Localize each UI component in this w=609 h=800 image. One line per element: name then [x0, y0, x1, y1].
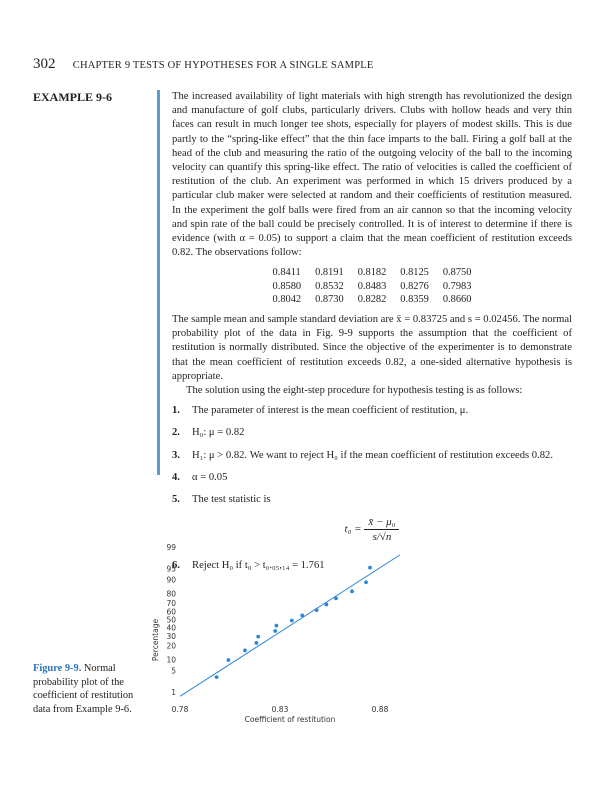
observation-row [266, 280, 479, 294]
normal-probability-plot [150, 530, 420, 725]
y-tick-label: 10 [166, 655, 176, 665]
example-label: EXAMPLE 9-6 [33, 90, 112, 104]
observation-cell: 0.8532 [315, 280, 344, 292]
figure-caption [33, 662, 148, 716]
data-point [334, 596, 338, 600]
observation-cell: 0.8042 [272, 294, 302, 306]
y-tick-label: 50 [166, 615, 176, 625]
data-point [215, 675, 219, 679]
step-2: 2. H₀: μ = 0.82 [172, 427, 245, 439]
observation-cell: 0.8282 [357, 294, 387, 306]
observation-cell: 0.8580 [272, 280, 302, 292]
paragraph-summary: The sample mean and sample standard deviation are x̄ = 0.83725 and s = 0.02456. The normal probability plot of the data in Fig. 9-9 supports the assumption that the coefficient of restitution is normally distributed. Since the objective of the experimenter is to demonstrate that the mean coefficient of restitution exceeds 0.82, a one-sided alternative hypothesis is appropriate. [172, 313, 572, 382]
x-tick-label: 0.88 [371, 705, 389, 714]
y-axis-label: Percentage [151, 618, 160, 662]
data-point [315, 608, 319, 612]
observation-cell: 0.8276 [400, 280, 429, 292]
observation-cell: 0.8730 [315, 294, 344, 306]
data-point [368, 566, 372, 570]
y-tick-label: 40 [166, 623, 176, 633]
formula-denominator: s/√n [372, 531, 392, 544]
x-tick-label: 0.83 [271, 705, 289, 714]
example-body [172, 90, 572, 581]
step-4: 4. α = 0.05 [172, 471, 228, 483]
page-header [33, 56, 374, 73]
data-point [273, 629, 277, 633]
observation-cell: 0.8182 [357, 267, 387, 279]
observation-cell: 0.8191 [315, 267, 344, 279]
observations-table [266, 266, 479, 307]
paragraph-procedure: The solution using the eight-step procedure for hypothesis testing is as follows: [186, 384, 523, 396]
y-tick-label: 80 [166, 589, 176, 599]
observation-cell: 0.7983 [442, 280, 472, 292]
step-5: 5. The test statistic is [172, 493, 271, 505]
step-3: 3. H₁: μ > 0.82. We want to reject H₀ if the mean coefficient of restitution exceeds 0.82. [172, 449, 553, 461]
y-tick-label: 5 [171, 666, 176, 676]
page-number: 302 [33, 56, 56, 72]
data-point [243, 648, 247, 652]
data-point [325, 603, 329, 607]
observation-row [266, 293, 479, 307]
observation-row [266, 266, 479, 280]
y-tick-label: 99 [166, 543, 176, 553]
chapter-title: CHAPTER 9 TESTS OF HYPOTHESES FOR A SINGLE SAMPLE [72, 60, 374, 71]
y-tick-label: 95 [166, 564, 176, 574]
observation-cell: 0.8125 [400, 267, 429, 279]
y-tick-label: 70 [166, 599, 176, 609]
data-point [275, 624, 279, 628]
data-point [350, 589, 354, 593]
paragraph-intro: The increased availability of light materials with high strength has revolutionized the design and manufacture of golf clubs, particularly drivers. Clubs with hollow heads and very thin faces can result in much longer tee shots, especially for players of modest skills. This is due partly to the “spring-like effect” that the thin face imparts to the ball. Firing a golf ball at the head of the club and measuring the ratio of the outgoing velocity of the ball to the incoming velocity can quantify this spring-like effect. The ratio of velocities is called the coefficient of restitution of the club. An experiment was performed in which 15 drivers produced by a particular club maker were selected at random and their coefficients of restitution measured. In the experiment the golf balls were fired from an air cannon so that the incoming velocity and spin rate of the ball could be precisely controlled. It is of interest to determine if there is evidence (with α = 0.05) to support a claim that the mean coefficient of restitution exceeds 0.82. The observations follow: [172, 91, 572, 259]
y-tick-label: 90 [166, 575, 176, 585]
figure-label: Figure 9-9. [33, 663, 82, 674]
x-axis-label: Coefficient of restitution [244, 715, 336, 724]
figure-caption-text: Normal probability plot of the coefficient of restitution data from Example 9-6. [33, 663, 134, 715]
observation-cell: 0.8483 [357, 280, 387, 292]
observation-cell: 0.8411 [272, 267, 301, 279]
data-point [300, 613, 304, 617]
data-point [256, 635, 260, 639]
y-tick-label: 60 [166, 607, 176, 617]
test-statistic-formula: t₀ = $\frac{\text{x̄ − μ₀}}{s/√n}$ [172, 515, 572, 544]
data-point [255, 641, 259, 645]
data-point [227, 658, 231, 662]
data-point [290, 619, 294, 623]
step-6: 6. Reject H₀ if t₀ > t₀.₀₅,₁₄ = 1.761 [172, 559, 325, 571]
example-rule [157, 90, 160, 475]
x-tick-label: 0.78 [171, 705, 189, 714]
y-tick-label: 1 [171, 687, 176, 697]
observation-cell: 0.8359 [400, 294, 429, 306]
data-point [364, 580, 368, 584]
step-1: 1. The parameter of interest is the mean coefficient of restitution, μ. [172, 405, 469, 417]
y-tick-label: 30 [166, 631, 176, 641]
observation-cell: 0.8750 [442, 267, 472, 279]
formula-numerator: x̄ − μ₀ [364, 515, 399, 530]
observation-cell: 0.8660 [442, 294, 472, 306]
fit-line [180, 555, 400, 696]
y-tick-label: 20 [166, 641, 176, 651]
